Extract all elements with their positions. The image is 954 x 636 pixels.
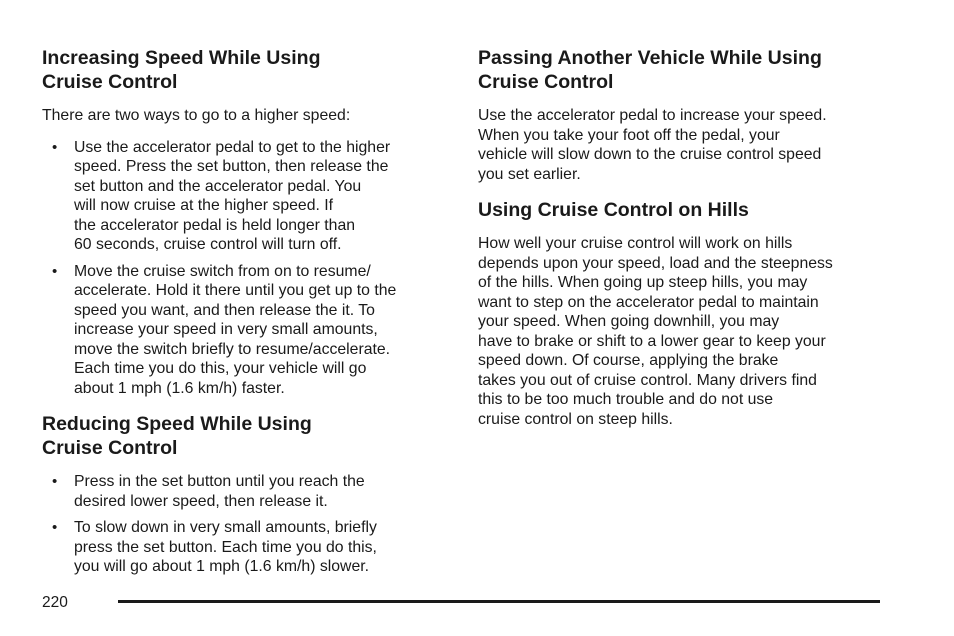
heading-reducing-speed: Reducing Speed While Using Cruise Control bbox=[42, 413, 312, 459]
heading-passing-vehicle: Passing Another Vehicle While Using Cruise Control bbox=[478, 47, 822, 93]
bullet-icon: • bbox=[52, 519, 58, 536]
heading-increasing-speed: Increasing Speed While Using Cruise Control bbox=[42, 47, 321, 93]
bullet-item: • Use the accelerator pedal to get to the higher speed. Press the set button, then release the set button and the accelerator pedal. You will now cruise at the higher speed. If the accelerator pedal is held longer than 60 seconds, cruise control will turn off. bbox=[52, 138, 391, 253]
bullet-item: • Move the cruise switch from on to resume/ accelerate. Hold it there until you get up to the speed you want, and then release the it. To increase your speed in very small amounts, move the switch briefly to resume/accelerate. Each time you do this, your vehicle will go about 1 mph (1.6 km/h) faster. bbox=[52, 262, 397, 397]
passing-paragraph: Use the accelerator pedal to increase your speed. When you take your foot off the pedal, your vehicle will slow down to the cruise control speed you set earlier. bbox=[478, 107, 827, 183]
bullet-icon: • bbox=[52, 473, 58, 490]
increasing-speed-bullets bbox=[42, 138, 442, 399]
hills-paragraph: How well your cruise control will work on hills depends upon your speed, load and the steepness of the hills. When going up steep hills, you may want to step on the accelerator pedal to maintain your speed. When going downhill, you may have to brake or shift to a lower gear to keep your speed down. Of course, applying the brake takes you out of cruise control. Many drivers find this to be too much trouble and do not use cruise control on steep hills. bbox=[478, 235, 833, 428]
left-column bbox=[42, 46, 442, 589]
footer-rule bbox=[118, 600, 880, 603]
bullet-item: • To slow down in very small amounts, briefly press the set button. Each time you do this, you will go about 1 mph (1.6 km/h) slower. bbox=[52, 519, 377, 575]
heading-hills: Using Cruise Control on Hills bbox=[478, 199, 749, 221]
page-number: 220 bbox=[42, 594, 68, 611]
right-column bbox=[478, 46, 888, 441]
bullet-item: • Press in the set button until you reach the desired lower speed, then release it. bbox=[52, 473, 365, 510]
reducing-speed-bullets bbox=[42, 472, 442, 577]
intro-paragraph: There are two ways to go to a higher speed: bbox=[42, 107, 351, 124]
bullet-icon: • bbox=[52, 262, 58, 280]
bullet-icon: • bbox=[52, 138, 58, 156]
